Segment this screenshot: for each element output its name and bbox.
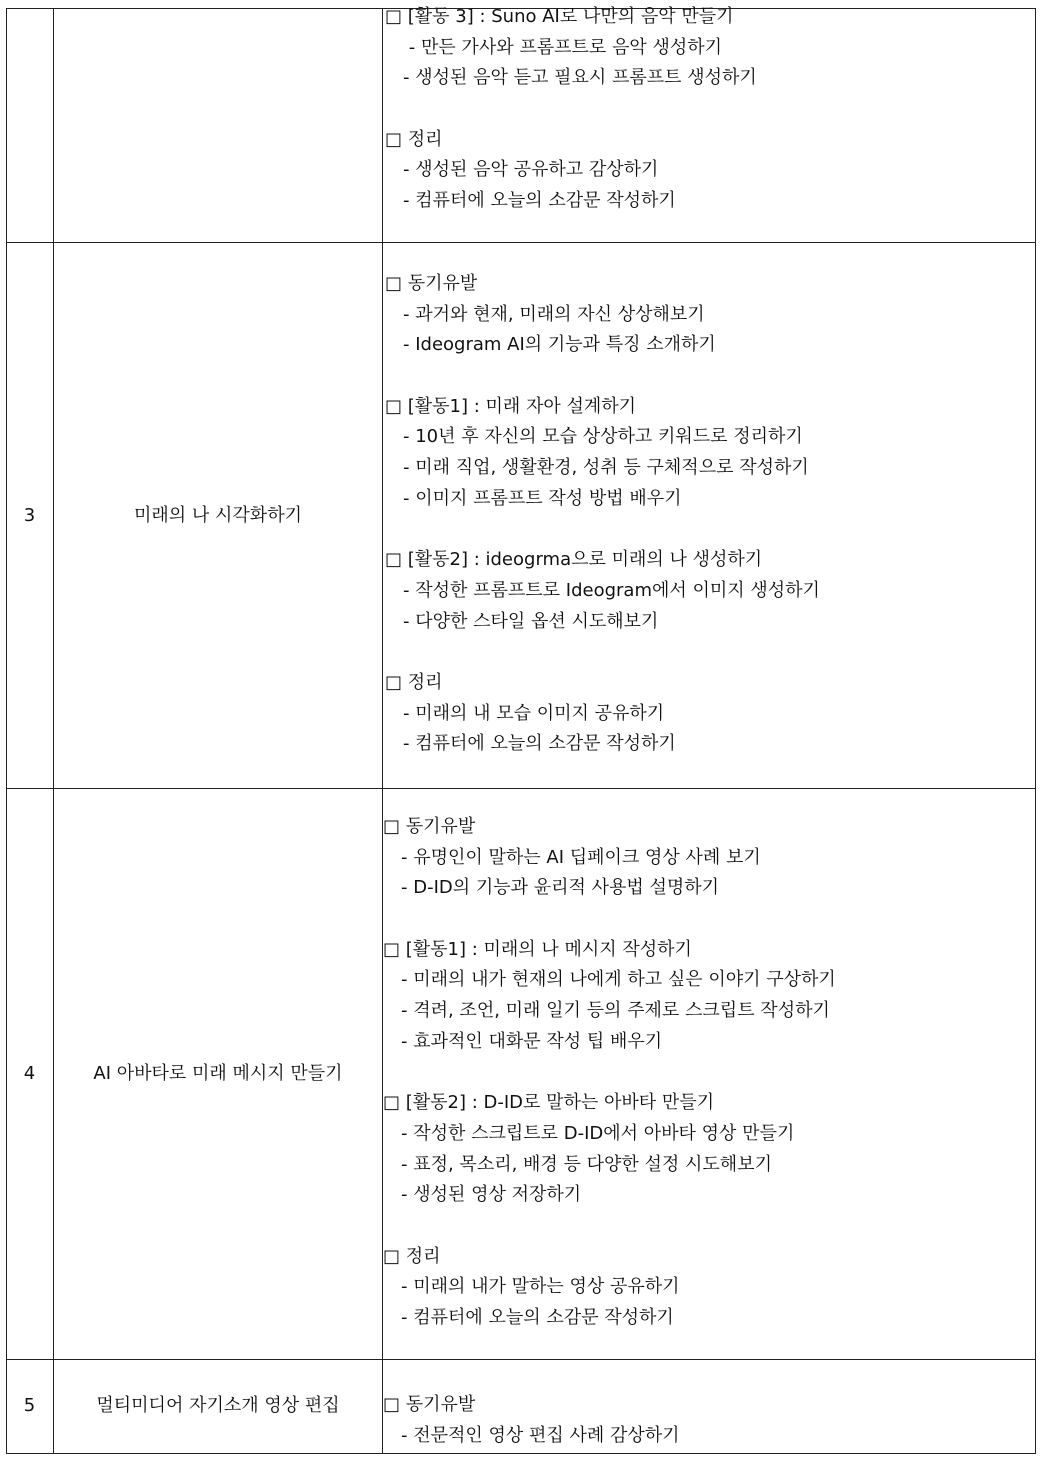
bullet-item: - 컴퓨터에 오늘의 소감문 작성하기 xyxy=(403,190,676,212)
bullet-item: - 전문적인 영상 편집 사례 감상하기 xyxy=(401,1424,680,1446)
bullet-item: - 이미지 프롬프트 작성 방법 배우기 xyxy=(403,487,682,509)
session-topic: 미래의 나 시각화하기 xyxy=(134,505,302,526)
bullet-item: - Ideogram AI의 기능과 특징 소개하기 xyxy=(403,334,716,356)
session-number: 4 xyxy=(23,1063,36,1084)
bullet-item: - 미래의 내 모습 이미지 공유하기 xyxy=(403,702,665,724)
bullet-item: - 생성된 음악 공유하고 감상하기 xyxy=(403,159,659,181)
bullet-item: - 컴퓨터에 오늘의 소감문 작성하기 xyxy=(403,733,676,755)
bullet-item: - 효과적인 대화문 작성 팁 배우기 xyxy=(401,1030,663,1052)
bullet-item: - D-ID의 기능과 윤리적 사용법 설명하기 xyxy=(401,877,720,899)
bullet-item: - 과거와 현재, 미래의 자신 상상해보기 xyxy=(403,303,705,325)
bullet-item: - 다양한 스타일 옵션 시도해보기 xyxy=(403,610,659,632)
blank-line xyxy=(385,94,757,125)
section-heading: □ 동기유발 xyxy=(383,816,476,837)
bullet-item: - 생성된 음악 듣고 필요시 프롬프트 생성하기 xyxy=(403,67,757,89)
row-divider xyxy=(6,1359,1036,1360)
section-heading: □ [활동2] : ideogrma으로 미래의 나 생성하기 xyxy=(385,549,763,571)
session-number: 3 xyxy=(23,505,36,526)
table-border-left xyxy=(6,8,7,1453)
section-heading: □ 동기유발 xyxy=(383,1394,476,1415)
bullet-item: - 10년 후 자신의 모습 상상하고 키워드로 정리하기 xyxy=(403,426,803,448)
row-divider xyxy=(6,242,1036,243)
blank-line xyxy=(385,515,820,546)
bullet-item: - 격려, 조언, 미래 일기 등의 주제로 스크립트 작성하기 xyxy=(401,1000,830,1022)
blank-line xyxy=(383,1211,836,1242)
section-heading: □ 동기유발 xyxy=(385,273,478,294)
section-heading: □ [활동2] : D-ID로 말하는 아바타 만들기 xyxy=(383,1092,715,1114)
session-topic: AI 아바타로 미래 메시지 만들기 xyxy=(93,1063,343,1084)
blank-line xyxy=(385,637,820,668)
bullet-item: - 만든 가사와 프롬프트로 음악 생성하기 xyxy=(403,36,723,58)
bullet-item: - 컴퓨터에 오늘의 소감문 작성하기 xyxy=(401,1307,674,1328)
section-heading: □ 정리 xyxy=(385,671,443,693)
section-heading: □ [활동1] : 미래의 나 메시지 작성하기 xyxy=(383,938,692,960)
section-heading: □ 정리 xyxy=(383,1245,441,1267)
session-content xyxy=(383,812,836,1334)
bullet-item: - 표정, 목소리, 배경 등 다양한 설정 시도해보기 xyxy=(401,1153,772,1175)
bullet-item: - 유명인이 말하는 AI 딥페이크 영상 사례 보기 xyxy=(401,846,761,868)
blank-line xyxy=(383,1058,836,1089)
section-heading: □ 정리 xyxy=(385,128,443,150)
section-heading: □ [활동1] : 미래 자아 설계하기 xyxy=(385,395,637,417)
table-border-right xyxy=(1035,8,1036,1453)
blank-line xyxy=(385,361,820,392)
bullet-item: - 작성한 프롬프트로 Ideogram에서 이미지 생성하기 xyxy=(403,579,820,601)
bullet-item: - 미래의 내가 말하는 영상 공유하기 xyxy=(401,1276,680,1298)
bullet-item: - 미래 직업, 생활환경, 성취 등 구체적으로 작성하기 xyxy=(403,457,809,479)
session-content xyxy=(385,269,820,760)
bullet-item: - 미래의 내가 현재의 나에게 하고 싶은 이야기 구상하기 xyxy=(401,969,836,991)
row-divider xyxy=(6,788,1036,789)
blank-line xyxy=(383,904,836,935)
session-content xyxy=(385,2,757,217)
bullet-item: - 생성된 영상 저장하기 xyxy=(401,1184,582,1206)
table-border-bottom xyxy=(6,1453,1036,1454)
session-number: 5 xyxy=(23,1395,36,1416)
session-content xyxy=(383,1390,680,1451)
table-divider-number xyxy=(53,8,54,1453)
session-topic: 멀티미디어 자기소개 영상 편집 xyxy=(96,1395,340,1416)
section-heading: □ [활동 3] : Suno AI로 나만의 음악 만들기 xyxy=(385,6,734,27)
bullet-item: - 작성한 스크립트로 D-ID에서 아바타 영상 만들기 xyxy=(401,1122,795,1144)
